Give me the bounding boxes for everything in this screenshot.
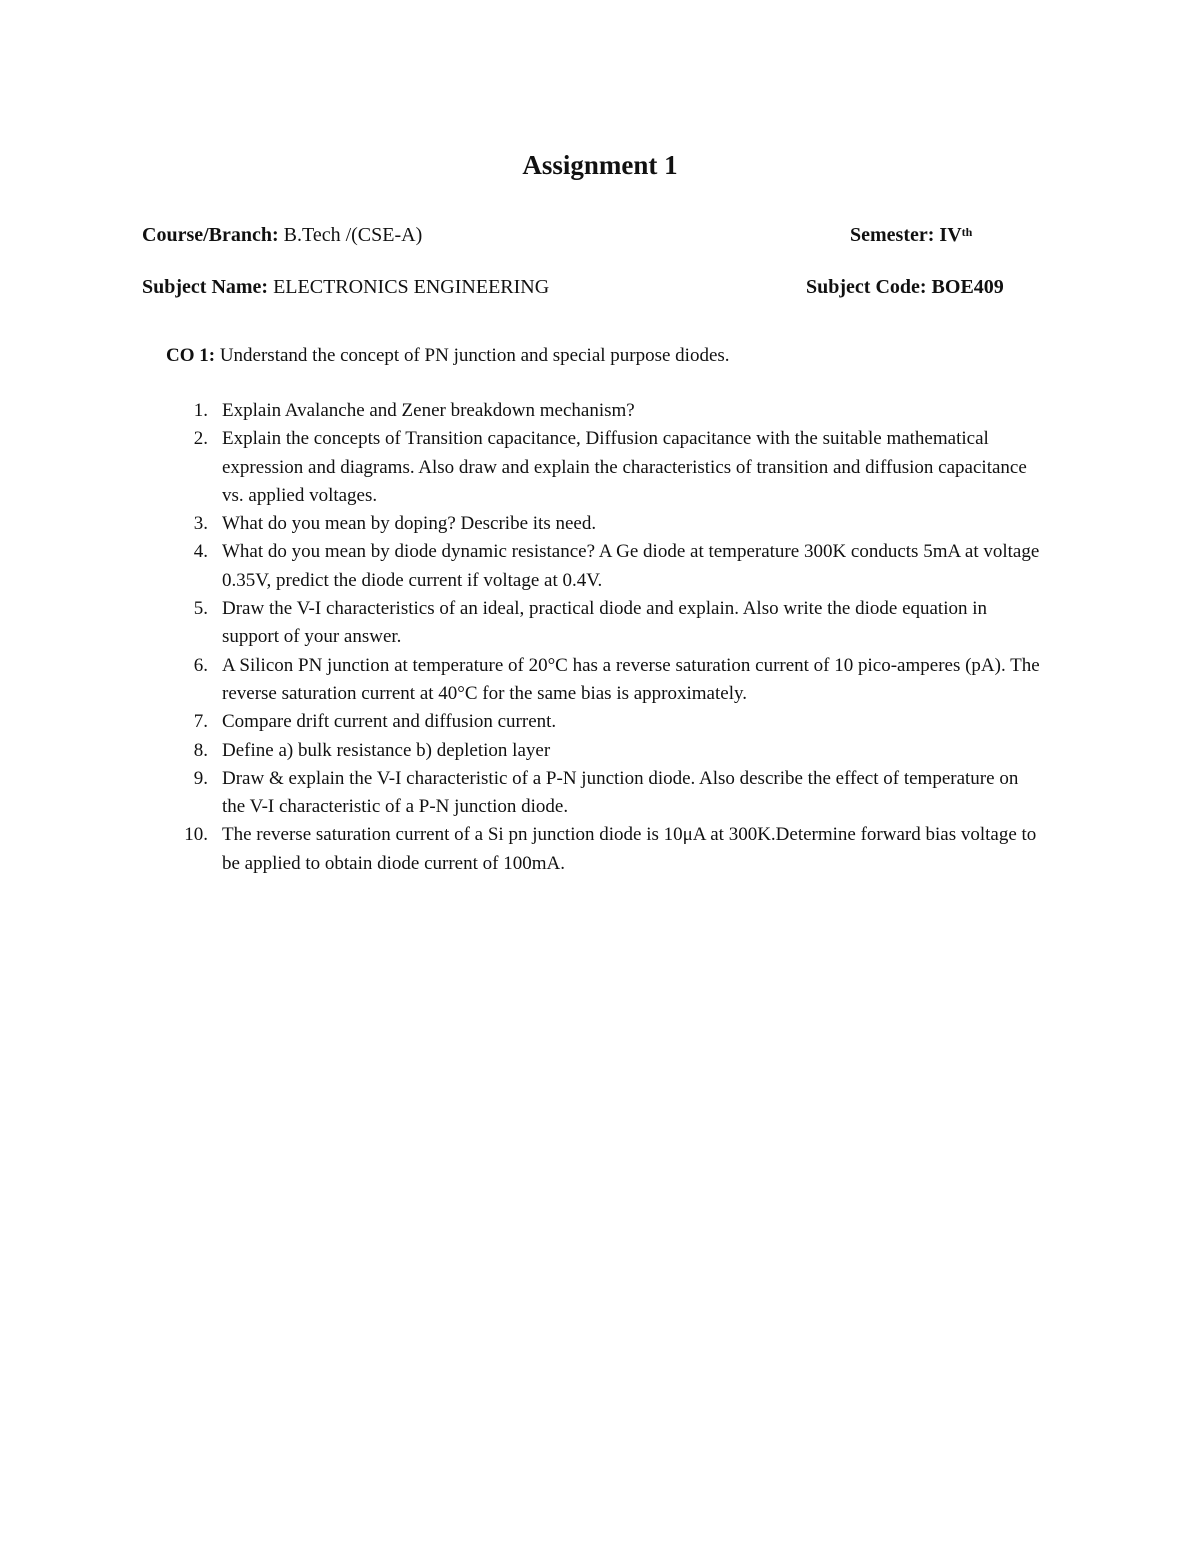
- question-number: 8.: [193, 739, 208, 761]
- question-list: [180, 397, 1040, 878]
- document-title: Assignment 1: [522, 150, 678, 180]
- semester-label: Semester:: [850, 224, 935, 246]
- question-text: Explain Avalanche and Zener breakdown mechanism?: [222, 400, 635, 421]
- question-item: [180, 425, 1040, 510]
- question-item: [180, 708, 1040, 736]
- subject-row: [142, 275, 1042, 299]
- subject-code-value: BOE409: [931, 276, 1004, 298]
- subject-code-field: [806, 275, 1004, 299]
- course-outcome-label: CO 1:: [166, 345, 216, 366]
- course-value: B.Tech /(CSE-A): [283, 224, 423, 246]
- question-text: What do you mean by diode dynamic resistance? A Ge diode at temperature 300K conducts 5mA at voltage 0.35V, predict the diode current if voltage at 0.4V.: [222, 541, 1040, 591]
- course-row: [142, 223, 1042, 247]
- question-number: 3.: [193, 513, 208, 535]
- question-text: The reverse saturation current of a Si pn junction diode is 10μA at 300K.Determine forward bias voltage to be applied to obtain diode current of 100mA.: [222, 824, 1037, 874]
- question-item: [180, 737, 1040, 765]
- question-text: Explain the concepts of Transition capacitance, Diffusion capacitance with the suitable mathematical expression and diagrams. Also draw and explain the characteristics of transition and diffusion capacitance vs. applied voltages.: [222, 428, 1027, 506]
- question-number: 4.: [193, 541, 208, 563]
- semester-value: IV: [939, 224, 962, 246]
- question-item: [180, 595, 1040, 652]
- question-text: Draw the V-I characteristics of an ideal, practical diode and explain. Also write the diode equation in support of your answer.: [222, 598, 988, 648]
- course-outcome-text: Understand the concept of PN junction and special purpose diodes.: [219, 345, 730, 366]
- question-number: 6.: [193, 654, 208, 676]
- subject-name-value: ELECTRONICS ENGINEERING: [273, 276, 550, 298]
- question-number: 7.: [193, 711, 208, 733]
- question-text: Compare drift current and diffusion current.: [222, 711, 557, 733]
- question-item: [180, 397, 1040, 425]
- question-text: A Silicon PN junction at temperature of 20°C has a reverse saturation current of 10 pico-amperes (pA). The reverse saturation current at 40°C for the same bias is approximately.: [222, 654, 1040, 704]
- question-number: 9.: [193, 767, 208, 789]
- course-outcome: [166, 344, 1066, 368]
- question-item: [180, 510, 1040, 538]
- semester-field: [850, 223, 972, 247]
- question-number: 5.: [193, 598, 208, 620]
- question-text: Draw & explain the V-I characteristic of a P-N junction diode. Also describe the effect of temperature on the V-I characteristic of a P-N junction diode.: [222, 767, 1019, 818]
- question-number: 1.: [193, 400, 208, 421]
- question-item: [180, 765, 1040, 822]
- subject-name-label: Subject Name:: [142, 276, 269, 298]
- question-text: What do you mean by doping? Describe its need.: [222, 513, 597, 535]
- course-label: Course/Branch:: [142, 224, 279, 246]
- question-number: 2.: [193, 428, 208, 450]
- question-item: [180, 652, 1040, 709]
- question-item: [180, 538, 1040, 595]
- question-item: [180, 821, 1040, 878]
- subject-code-label: Subject Code:: [806, 276, 927, 298]
- semester-superscript: th: [961, 225, 973, 239]
- question-text: Define a) bulk resistance b) depletion layer: [222, 739, 551, 761]
- question-number: 10.: [184, 824, 208, 846]
